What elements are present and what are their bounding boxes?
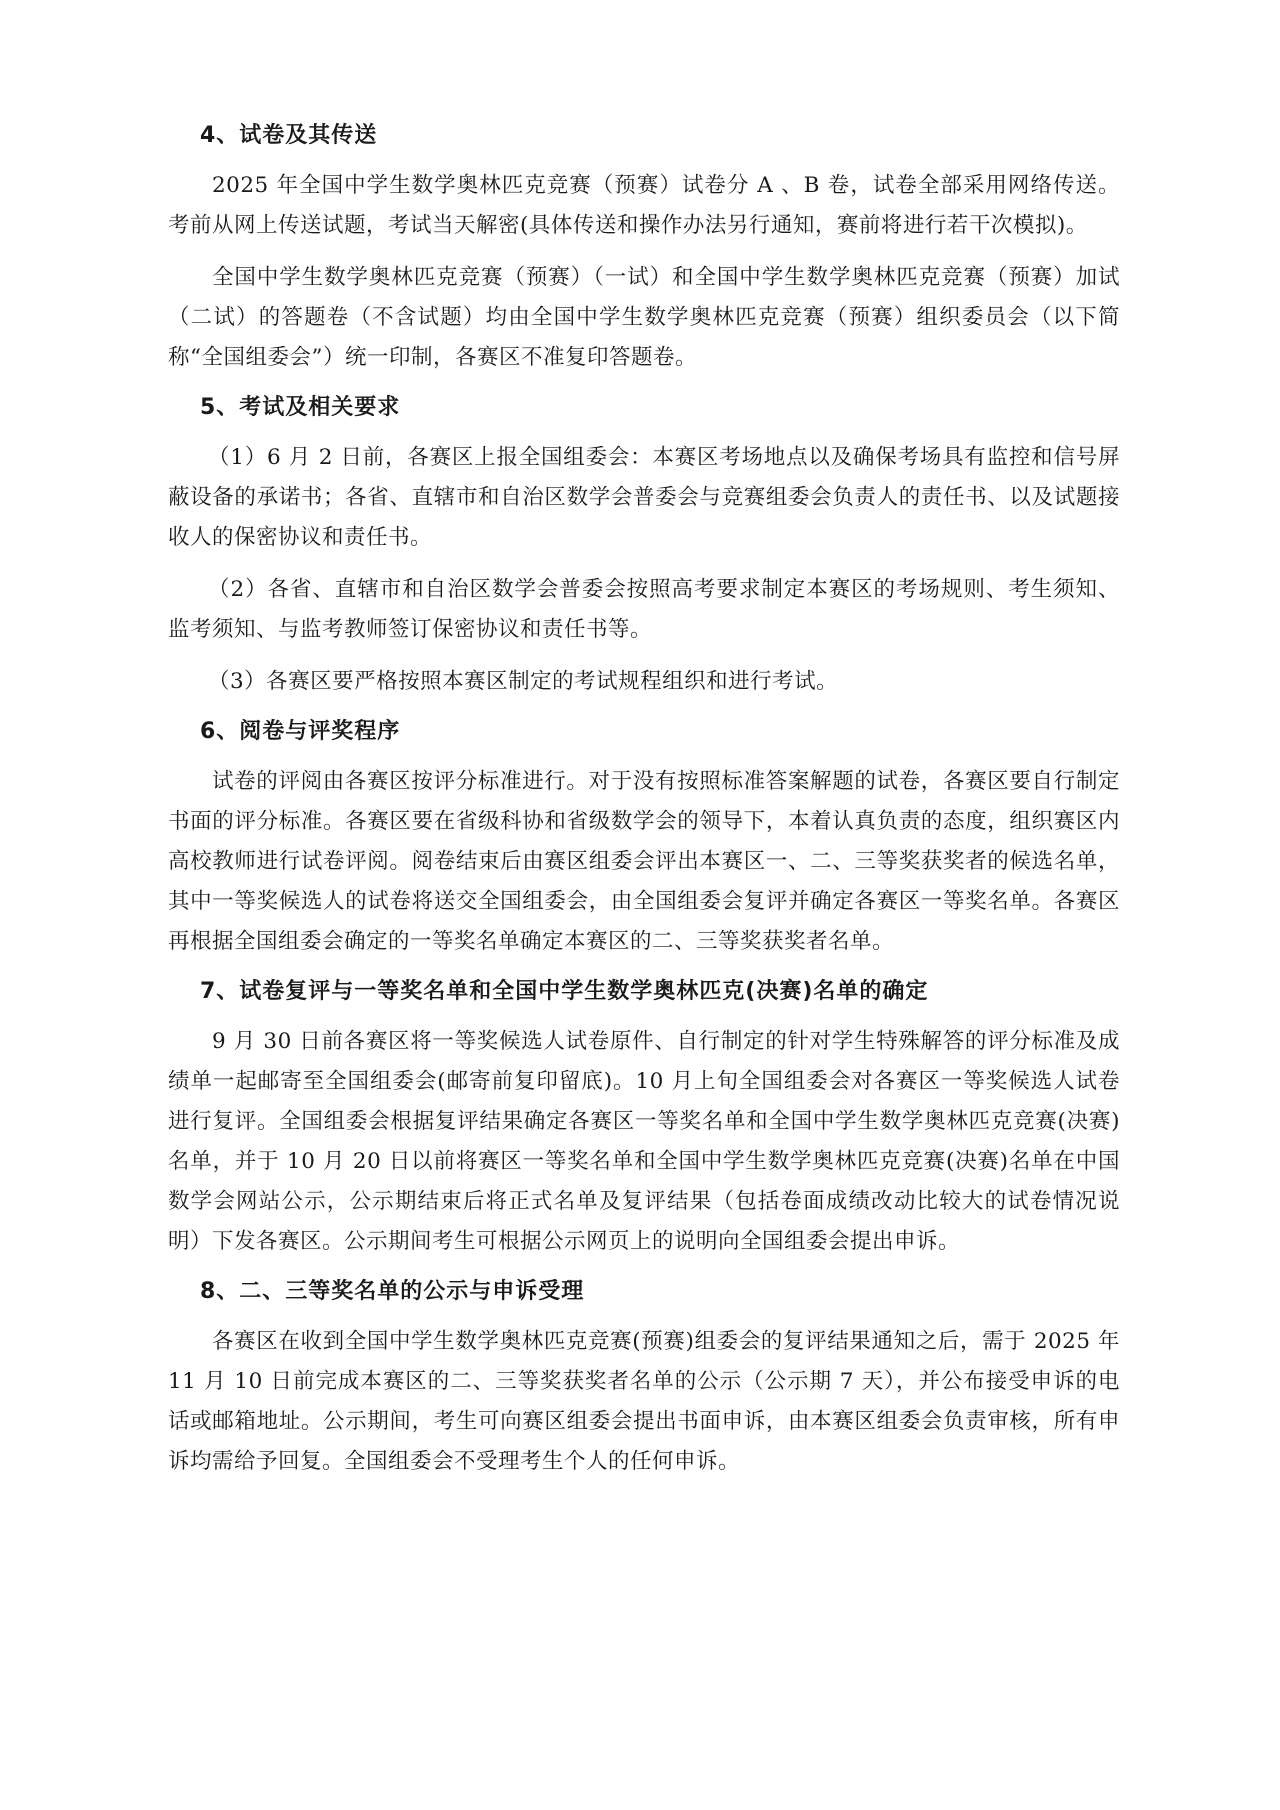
section-7 bbox=[168, 974, 1120, 1262]
paragraph: 9 月 30 日前各赛区将一等奖候选人试卷原件、自行制定的针对学生特殊解答的评分标准及成绩单一起邮寄至全国组委会(邮寄前复印留底)。10 月上旬全国组委会对各赛区一等奖候选人试卷进行复评。全国组委会根据复评结果确定各赛区一等奖名单和全国中学生数学奥林匹克竞赛(决赛)名单，并于 10 月 20 日以前将赛区一等奖名单和全国中学生数学奥林匹克竞赛(决赛)名单在中国数学会网站公示，公示期结束后将正式名单及复评结果（包括卷面成绩改动比较大的试卷情况说明）下发各赛区。公示期间考生可根据公示网页上的说明向全国组委会提出申诉。 bbox=[168, 1029, 1120, 1254]
paragraph: 试卷的评阅由各赛区按评分标准进行。对于没有按照标准答案解题的试卷，各赛区要自行制定书面的评分标准。各赛区要在省级科协和省级数学会的领导下，本着认真负责的态度，组织赛区内高校教师进行试卷评阅。阅卷结束后由赛区组委会评出本赛区一、二、三等奖获奖者的候选名单，其中一等奖候选人的试卷将送交全国组委会，由全国组委会复评并确定各赛区一等奖名单。各赛区再根据全国组委会确定的一等奖名单确定本赛区的二、三等奖获奖者名单。 bbox=[168, 769, 1120, 954]
paragraph: （2）各省、直辖市和自治区数学会普委会按照高考要求制定本赛区的考场规则、考生须知、监考须知、与监考教师签订保密协议和责任书等。 bbox=[168, 577, 1120, 642]
paragraph: 2025 年全国中学生数学奥林匹克竞赛（预赛）试卷分 A 、B 卷，试卷全部采用网络传送。考前从网上传送试题，考试当天解密(具体传送和操作办法另行通知，赛前将进行若干次模拟)。 bbox=[168, 173, 1120, 238]
section-heading: 6、阅卷与评奖程序 bbox=[200, 719, 401, 744]
section-heading: 4、试卷及其传送 bbox=[200, 123, 378, 148]
paragraph: （3）各赛区要严格按照本赛区制定的考试规程组织和进行考试。 bbox=[208, 669, 839, 694]
section-5 bbox=[168, 390, 1120, 702]
section-4 bbox=[168, 118, 1120, 378]
section-heading: 8、二、三等奖名单的公示与申诉受理 bbox=[200, 1279, 585, 1304]
section-8 bbox=[168, 1274, 1120, 1482]
paragraph: （1）6 月 2 日前，各赛区上报全国组委会：本赛区考场地点以及确保考场具有监控和信号屏蔽设备的承诺书；各省、直辖市和自治区数学会普委会与竞赛组委会负责人的责任书、以及试题接收人的保密协议和责任书。 bbox=[168, 445, 1120, 550]
paragraph: 全国中学生数学奥林匹克竞赛（预赛）（一试）和全国中学生数学奥林匹克竞赛（预赛）加试（二试）的答题卷（不含试题）均由全国中学生数学奥林匹克竞赛（预赛）组织委员会（以下简称“全国组委会”）统一印制，各赛区不准复印答题卷。 bbox=[168, 265, 1120, 370]
section-heading: 5、考试及相关要求 bbox=[200, 395, 401, 420]
document-body bbox=[168, 118, 1120, 1494]
section-heading: 7、试卷复评与一等奖名单和全国中学生数学奥林匹克(决赛)名单的确定 bbox=[200, 979, 929, 1004]
paragraph: 各赛区在收到全国中学生数学奥林匹克竞赛(预赛)组委会的复评结果通知之后，需于 2025 年 11 月 10 日前完成本赛区的二、三等奖获奖者名单的公示（公示期 7 天），并公布接受申诉的电话或邮箱地址。公示期间，考生可向赛区组委会提出书面申诉，由本赛区组委会负责审核，所有申诉均需给予回复。全国组委会不受理考生个人的任何申诉。 bbox=[168, 1329, 1120, 1474]
section-6 bbox=[168, 714, 1120, 962]
